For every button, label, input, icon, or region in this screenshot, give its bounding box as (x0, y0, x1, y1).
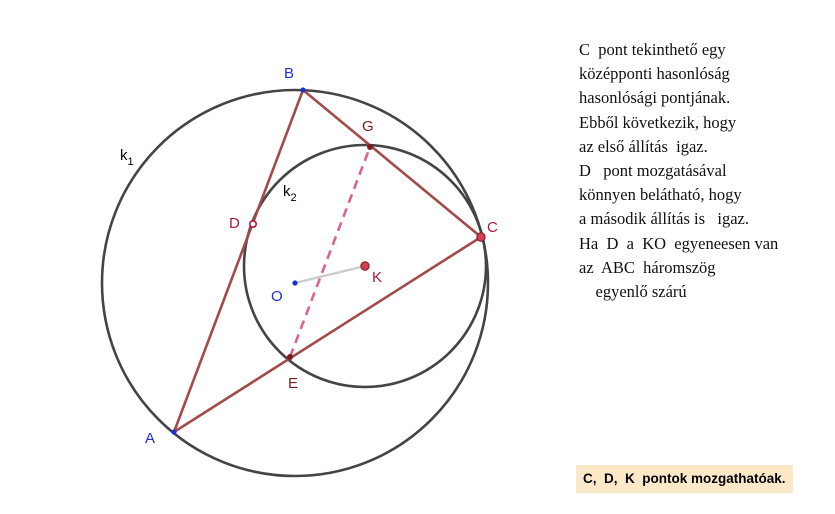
text-line: egyenlő szárú (579, 282, 687, 302)
label-g: G (362, 118, 374, 135)
point-b-marker (300, 87, 305, 92)
text-line: D pont mozgatásával (579, 161, 727, 181)
label-b: B (284, 65, 295, 82)
label-k: K (372, 269, 383, 286)
text-line: Ha D a KO egyeneesen van (579, 233, 779, 253)
segment-eg-dashed (290, 147, 370, 357)
side-bc (303, 90, 481, 237)
text-line: a második állítás is igaz. (579, 209, 750, 229)
label-o: O (271, 288, 283, 305)
text-line: C pont tekinthető egy (579, 40, 726, 59)
label-k2 (283, 183, 297, 204)
text-line: az első állítás igaz. (579, 136, 708, 156)
text-line: könnyen belátható, hogy (579, 185, 742, 205)
point-e-marker (287, 354, 293, 360)
side-ca (174, 237, 481, 432)
text-line: Ebből következik, hogy (579, 112, 737, 132)
point-o-marker (292, 280, 297, 285)
point-d-marker[interactable] (250, 221, 256, 227)
point-c-marker[interactable] (477, 233, 485, 241)
text-line: az ABC háromszög (579, 257, 716, 277)
label-c: C (487, 219, 498, 236)
label-a: A (145, 430, 156, 447)
label-k2-main: k (283, 183, 291, 200)
segment-ok (295, 266, 365, 283)
label-d: D (229, 215, 240, 232)
point-g-marker (367, 144, 373, 150)
point-a-marker (171, 429, 176, 434)
label-k1-main: k (120, 147, 128, 164)
point-k-marker[interactable] (361, 262, 369, 270)
movable-points-note: C, D, K pontok mozgathatóak. (576, 465, 793, 493)
explanation-text (579, 38, 829, 304)
text-line: hasonlósági pontjának. (579, 88, 731, 108)
label-k1-sub: 1 (127, 156, 134, 168)
side-ab (174, 90, 303, 432)
label-e: E (288, 375, 299, 392)
label-k1 (120, 147, 134, 168)
label-k2-sub: 2 (290, 192, 297, 204)
text-line: középponti hasonlóság (579, 64, 730, 84)
